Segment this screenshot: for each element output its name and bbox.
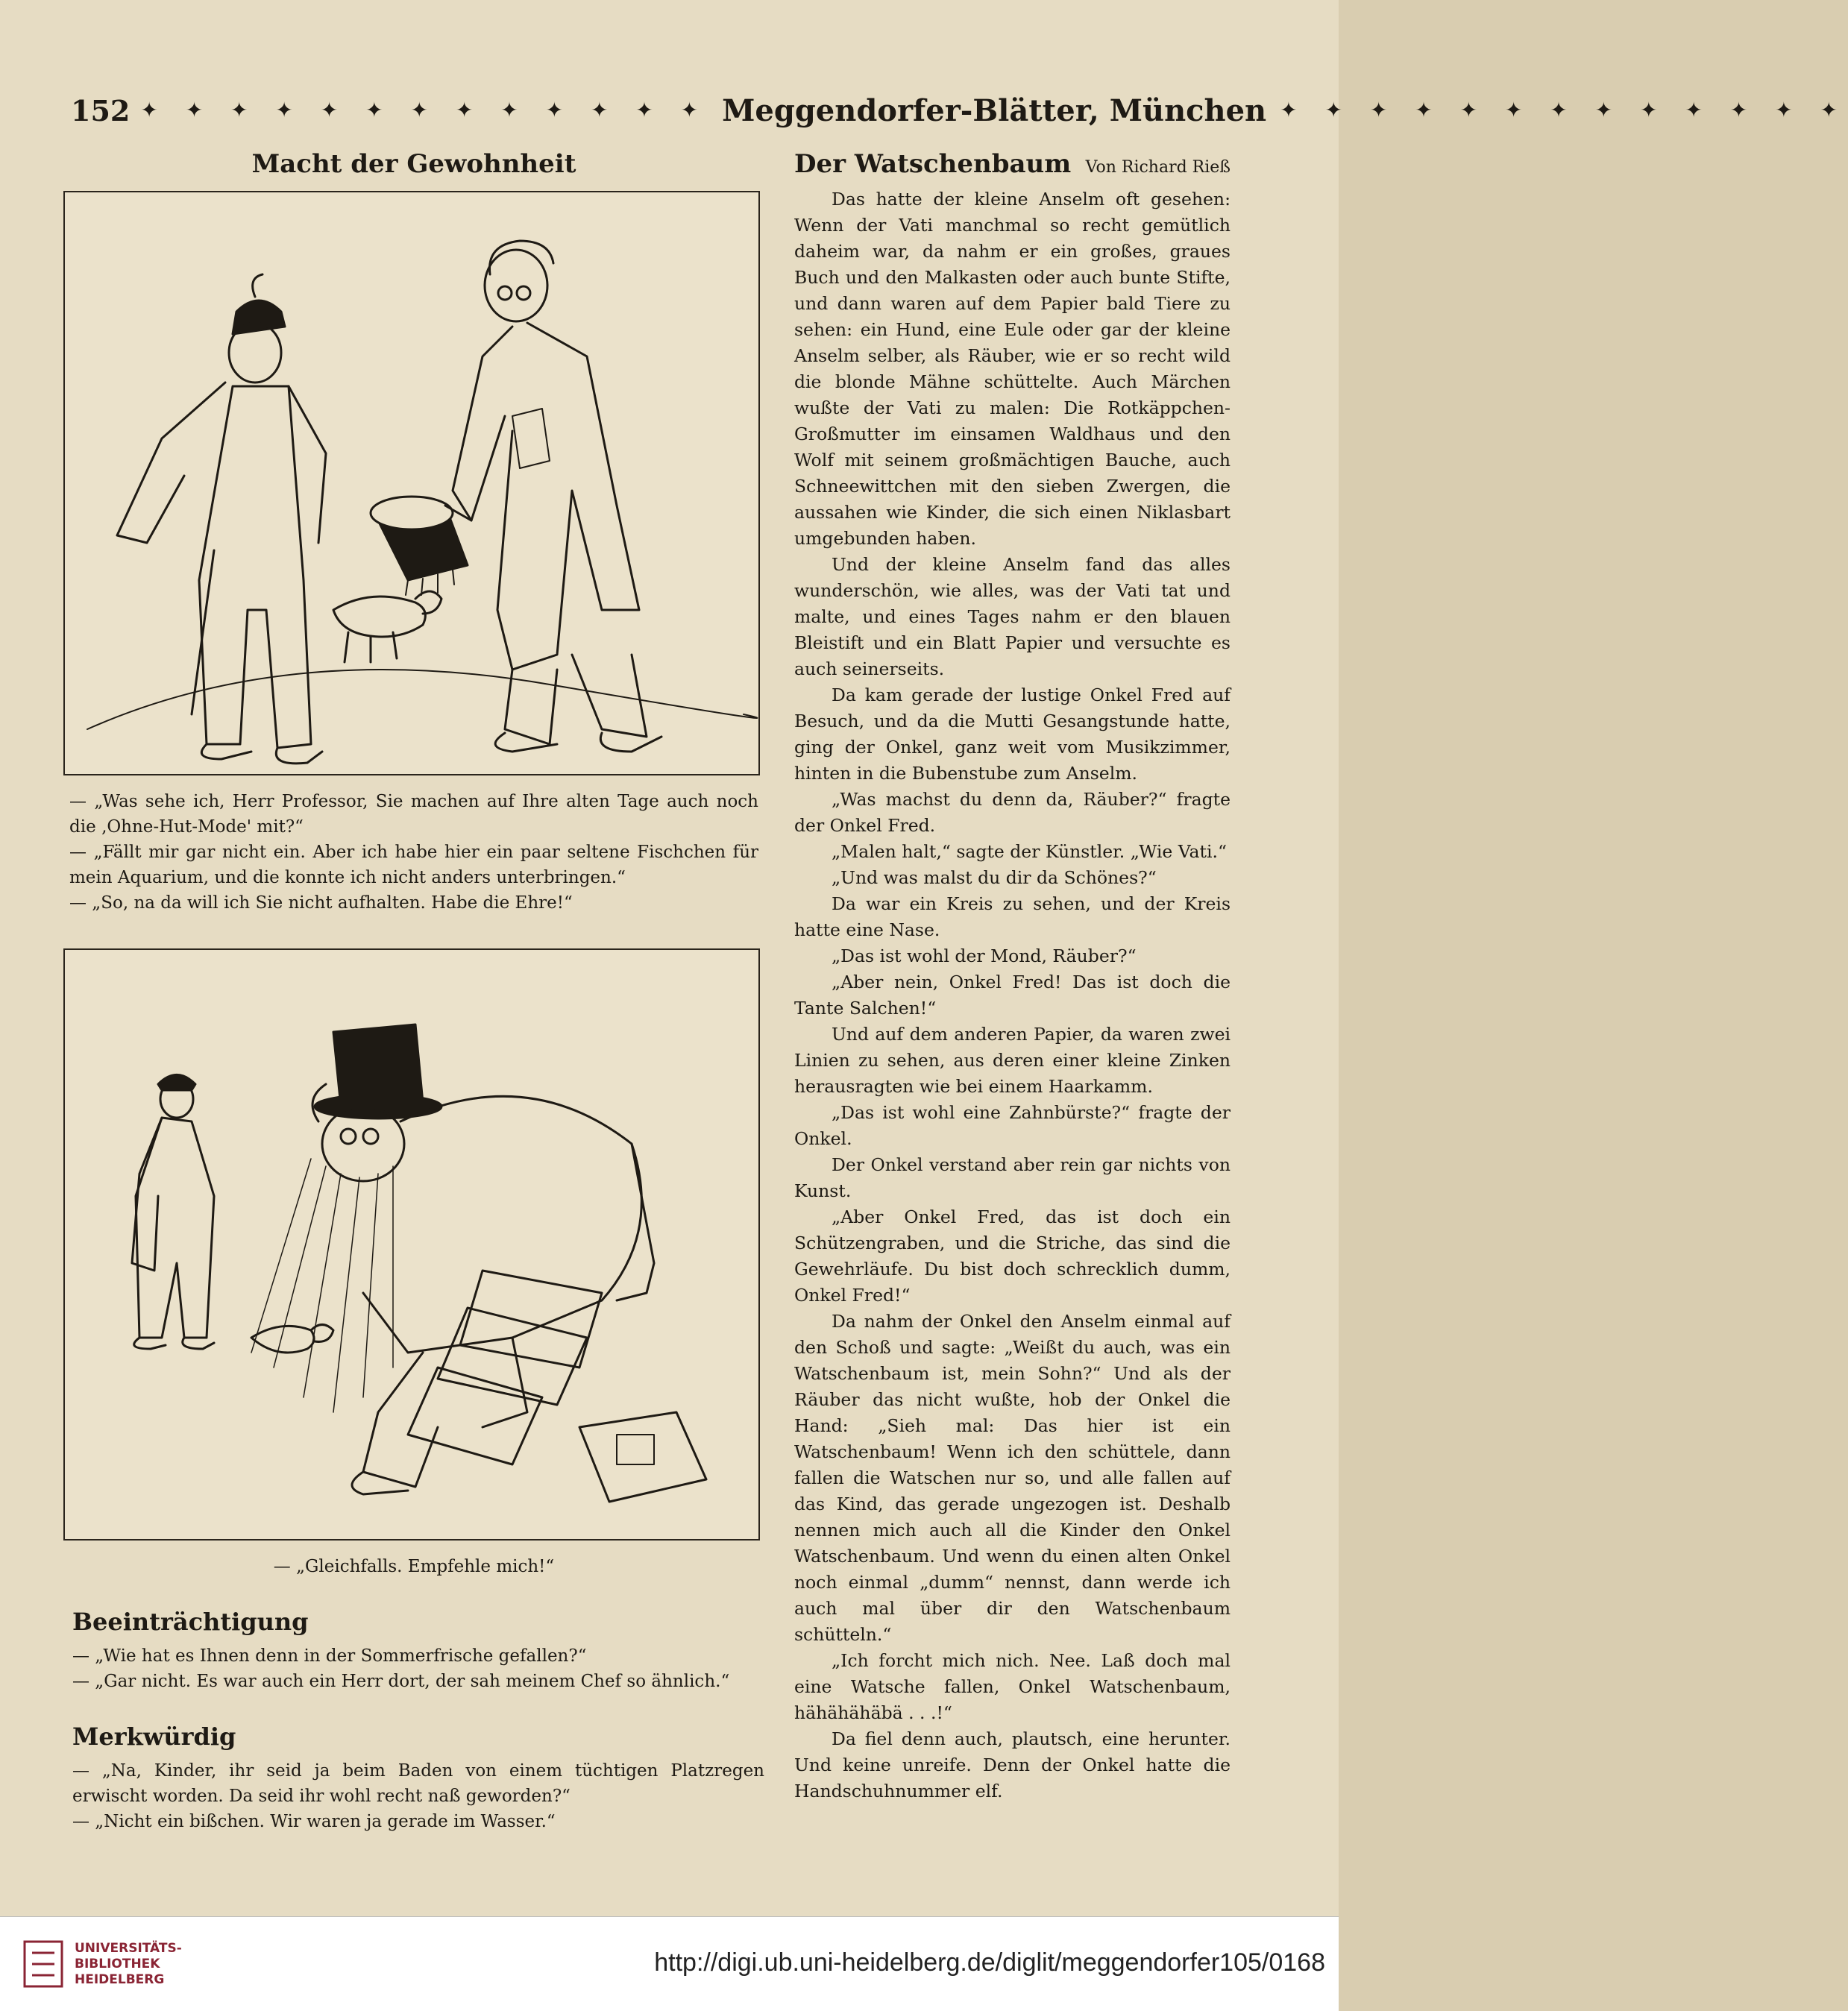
section-title-beeintraechtigung: Beeinträchtigung	[72, 1608, 309, 1636]
cartoon-1	[63, 191, 760, 775]
story-paragraph: „Was machst du denn da, Räuber?“ fragte der Onkel Fred.	[794, 789, 1231, 836]
story-paragraph: „Aber nein, Onkel Fred! Das ist doch die Tante Salchen!“	[794, 972, 1231, 1019]
university-seal-icon	[21, 1938, 66, 1990]
story-paragraph: „Und was malst du dir da Schönes?“	[832, 867, 1157, 888]
header-ornament-left: ✦ ✦ ✦ ✦ ✦ ✦ ✦ ✦ ✦ ✦ ✦ ✦ ✦	[140, 98, 709, 122]
caption-1-line: — „Was sehe ich, Herr Professor, Sie machen auf Ihre alten Tage auch noch die ‚Ohne-Hut-Mode' mit?“	[69, 792, 758, 837]
section-title-merkwuerdig: Merkwürdig	[72, 1722, 236, 1751]
story-paragraph: „Das ist wohl der Mond, Räuber?“	[832, 945, 1137, 966]
story-author: Von Richard Rieß	[1085, 158, 1231, 177]
dialogue-line: — „Nicht ein bißchen. Wir waren ja gerade im Wasser.“	[72, 1812, 556, 1831]
library-footer	[0, 1916, 1339, 2011]
story-paragraph: „Das ist wohl eine Zahnbürste?“ fragte der Onkel.	[794, 1102, 1231, 1149]
page-header	[71, 88, 1848, 133]
story-paragraph: „Malen halt,“ sagte der Künstler. „Wie Vati.“	[832, 841, 1227, 862]
story-paragraph: Und auf dem anderen Papier, da waren zwei Linien zu sehen, aus deren einer kleine Zinken herausragten wie bei einem Haarkamm.	[794, 1024, 1231, 1097]
story-paragraph: Da fiel denn auch, plautsch, eine herunter. Und keine unreife. Denn der Onkel hatte die Handschuhnummer elf.	[794, 1728, 1231, 1801]
story-paragraph: Das hatte der kleine Anselm oft gesehen: Wenn der Vati manchmal so recht gemütlich daheim war, da nahm er ein großes, graues Buch und den Malkasten oder auch bunte Stifte, und dann waren auf dem Papier bald Tiere zu sehen: ein Hund, eine Eule oder gar der kleine Anselm selber, als Räuber, wie er so recht wild die blonde Mähne schüttelte. Auch Märchen wußte der Vati zu malen: Die Rotkäppchen-Großmutter im einsamen Waldhaus und den Wolf mit seinem großmächtigen Bauche, auch Schneewittchen mit den sieben Zwergen, die aussahen wie Kinder, die sich einen Niklasbart umgebunden haben.	[794, 189, 1231, 549]
dialogue-line: — „Gar nicht. Es war auch ein Herr dort, der sah meinem Chef so ähnlich.“	[72, 1672, 730, 1691]
page-number: 152	[71, 93, 131, 128]
story-text	[794, 186, 1231, 1804]
story-paragraph: Da war ein Kreis zu sehen, und der Kreis hatte eine Nase.	[794, 893, 1231, 940]
section-2-text	[63, 1643, 764, 1694]
story-paragraph: „Aber Onkel Fred, das ist doch ein Schützengraben, und die Striche, das sind die Gewehrläufe. Du bist doch schrecklich dumm, Onkel Fred!“	[794, 1206, 1231, 1306]
right-column	[794, 149, 1231, 1804]
story-paragraph: Der Onkel verstand aber rein gar nichts von Kunst.	[794, 1154, 1231, 1201]
story-heading	[794, 149, 1231, 179]
story-title: Der Watschenbaum	[794, 149, 1072, 179]
caption-2-line: — „Gleichfalls. Empfehle mich!“	[273, 1557, 555, 1576]
caption-1	[69, 789, 758, 916]
section-3-text	[63, 1758, 764, 1834]
section-title-macht: Macht der Gewohnheit	[251, 149, 576, 179]
caption-1-line: — „So, na da will ich Sie nicht aufhalten. Habe die Ehre!“	[69, 893, 573, 913]
story-paragraph: „Ich forcht mich nich. Nee. Laß doch mal eine Watsche fallen, Onkel Watschenbaum, hähähähäbä . . .!“	[794, 1650, 1231, 1723]
caption-1-line: — „Fällt mir gar nicht ein. Aber ich habe hier ein paar seltene Fischchen für mein Aquarium, und die konnte ich nicht anders unterbringen.“	[69, 843, 758, 887]
caption-2	[69, 1554, 758, 1579]
story-paragraph: Und der kleine Anselm fand das alles wunderschön, wie alles, was der Vati tat und malte, und eines Tages nahm er den blauen Bleistift und ein Blatt Papier und versuchte es auch seinerseits.	[794, 554, 1231, 679]
library-logo-text: UNIVERSITÄTS- BIBLIOTHEK HEIDELBERG	[75, 1941, 182, 1987]
header-ornament-right: ✦ ✦ ✦ ✦ ✦ ✦ ✦ ✦ ✦ ✦ ✦ ✦ ✦	[1280, 98, 1848, 122]
dialogue-line: — „Na, Kinder, ihr seid ja beim Baden von einem tüchtigen Platzregen erwischt worden. Da seid ihr wohl recht naß geworden?“	[72, 1761, 764, 1806]
left-column	[63, 149, 764, 1834]
magazine-title: Meggendorfer-Blätter, München	[722, 92, 1267, 128]
story-paragraph: Da kam gerade der lustige Onkel Fred auf Besuch, und da die Mutti Gesangstunde hatte, ging der Onkel, ganz weit vom Musikzimmer, hinten in die Bubenstube zum Anselm.	[794, 685, 1231, 784]
source-url-link[interactable]: http://digi.ub.uni-heidelberg.de/diglit/meggendorfer105/0168	[654, 1948, 1325, 1977]
dialogue-line: — „Wie hat es Ihnen denn in der Sommerfrische gefallen?“	[72, 1646, 587, 1666]
story-paragraph: Da nahm der Onkel den Anselm einmal auf den Schoß und sagte: „Weißt du auch, was ein Watschenbaum ist, mein Sohn?“ Und als der Räuber das nicht wußte, hob der Onkel die Hand: „Sieh mal: Das hier ist ein Watschenbaum! Wenn ich den schüttele, dann fallen die Watschen nur so, und alle fallen auf das Kind, das gerade ungezogen ist. Deshalb nennen mich auch all die Kinder den Onkel Watschenbaum. Und wenn du einen alten Onkel noch einmal „dumm“ nennst, dann werde ich auch mal über dir den Watschenbaum schütteln.“	[794, 1311, 1231, 1645]
cartoon-2	[63, 948, 760, 1540]
